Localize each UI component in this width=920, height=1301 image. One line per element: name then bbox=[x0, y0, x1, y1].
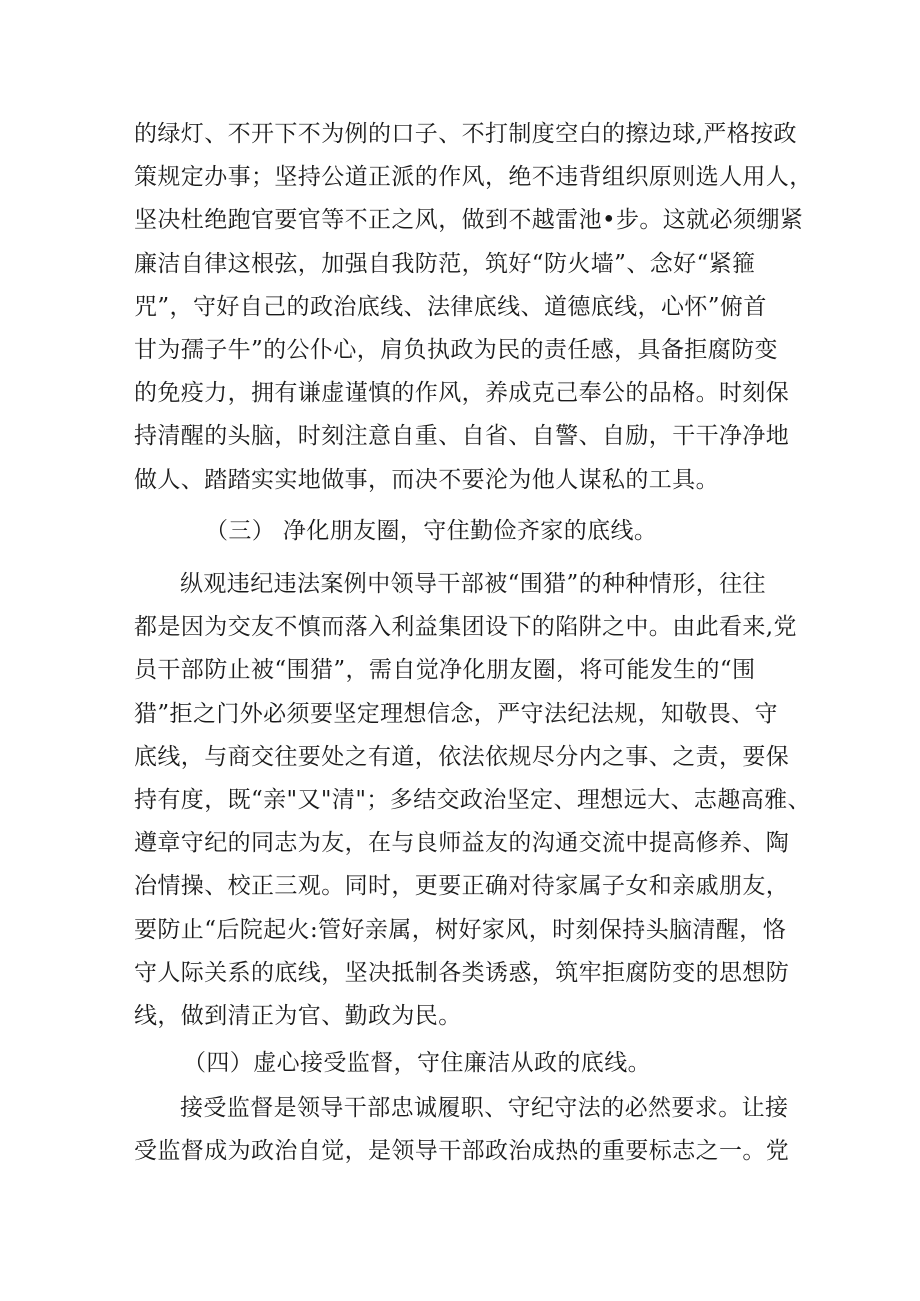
text-line: 的绿灯、不开下不为例的口子、不打制度空白的擦边球,严格按政 bbox=[134, 121, 797, 147]
text-line: 的免疫力，拥有谦虚谨慎的作风，养成克己奉公的品格。时刻保 bbox=[134, 380, 790, 407]
text-line: 坚决杜绝跑官要官等不正之风，做到不越雷池•步。这就必须绷紧 bbox=[134, 207, 804, 234]
section-heading-4: （四）虚心接受监督，守住廉洁从政的底线。 bbox=[183, 1050, 651, 1076]
text-line: 受监督成为政治自觉，是领导干部政治成热的重要标志之一。党 bbox=[134, 1138, 790, 1165]
text-line: 猎”拒之门外必须要坚定理想信念，严守法纪法规，知敬畏、守 bbox=[134, 700, 778, 727]
text-line: 纵观违纪违法案例中领导干部被“围猎”的种种情形，往往 bbox=[180, 571, 766, 597]
text-line: 接受监督是领导干部忠诚履职、守纪守法的必然要求。让接 bbox=[180, 1095, 789, 1121]
text-line: 线，做到清正为官、勤政为民。 bbox=[134, 1002, 462, 1029]
text-line: 遵章守纪的同志为友，在与良师益友的沟通交流中提高修养、陶 bbox=[134, 830, 790, 857]
text-line: 都是因为交友不慎而落入利益集团设下的陷阱之中。由此看来,党 bbox=[134, 614, 797, 641]
text-line: 员干部防止被“围猎”，需自觉净化朋友圈，将可能发生的“围 bbox=[134, 657, 756, 684]
paragraph-supervision bbox=[134, 1087, 794, 1173]
text-line: 廉洁自律这根弦，加强自我防范，筑好“防火墙”、念好“紧箍 bbox=[134, 250, 756, 277]
text-line: 咒”，守好自己的政治底线、法律底线、道德底线，心怀”俯首 bbox=[134, 293, 767, 320]
text-line: 持清醒的头脑，时刻注意自重、自省、自警、自励，干干净净地 bbox=[134, 423, 790, 450]
text-line: 策规定办事；坚持公道正派的作风，绝不违背组织原则选人用人， bbox=[134, 164, 813, 191]
text-line: 要防止“后院起火:管好亲属，树好家风，时刻保持头脑清醒，恪 bbox=[134, 916, 787, 943]
paragraph-integrity bbox=[134, 113, 813, 502]
text-line: 冶情操、校正三观。同时，更要正确对待家属子女和亲戚朋友， bbox=[134, 873, 790, 900]
paragraph-friend-circle bbox=[134, 563, 811, 1038]
text-line: 持有度，既“亲"又"清"；多结交政治坚定、理想远大、志趣高雅、 bbox=[134, 786, 811, 813]
text-line: 做人、踏踏实实地做事，而决不要沦为他人谋私的工具。 bbox=[134, 466, 719, 493]
text-line: 底线，与商交往要处之有道，依法依规尽分内之事、之责，要保 bbox=[134, 743, 790, 770]
text-line: 守人际关系的底线，坚决抵制各类诱惑，筑牢拒腐防变的思想防 bbox=[134, 959, 790, 986]
section-heading-3: （三） 净化朋友圈，守住勤俭齐家的底线。 bbox=[205, 518, 658, 544]
text-line: 甘为孺子牛”的公仆心，肩负执政为民的责任感，具备拒腐防变 bbox=[134, 336, 778, 363]
